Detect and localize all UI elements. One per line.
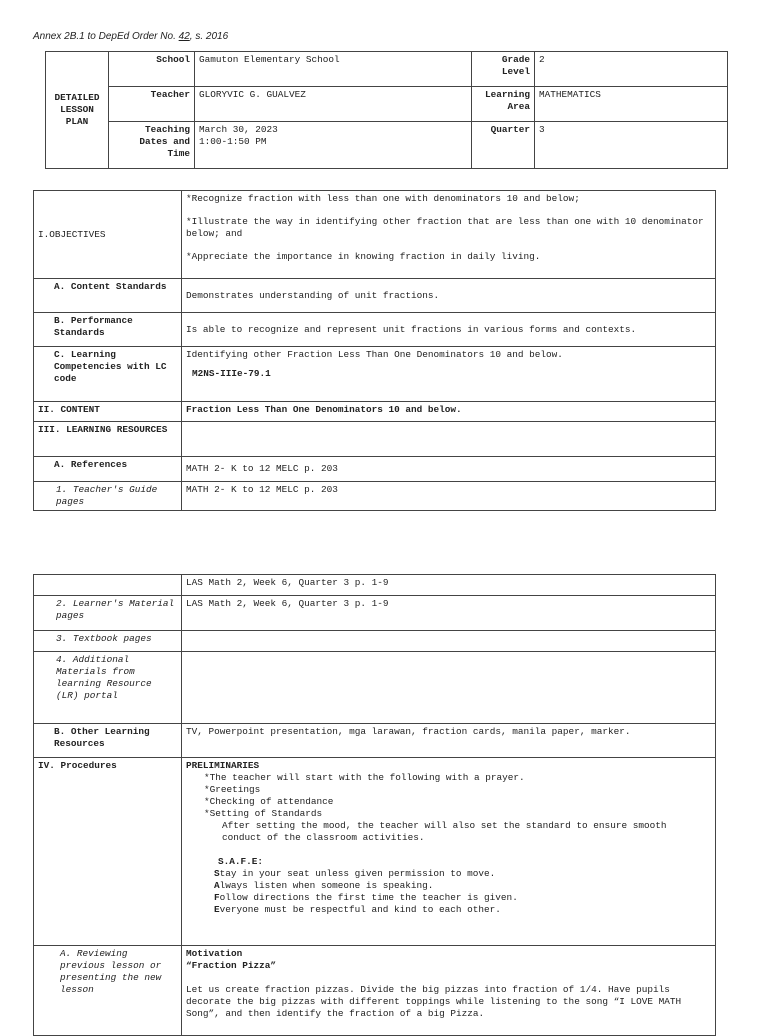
continued-label [34, 575, 182, 596]
additional-materials-value [182, 652, 716, 724]
performance-standards-value: Is able to recognize and represent unit fractions in various forms and contexts. [182, 313, 716, 347]
content-label: II. CONTENT [34, 402, 182, 422]
objective-item: *Appreciate the importance in knowing fraction in daily living. [186, 251, 541, 262]
procedure-item: *Checking of attendance [204, 796, 334, 807]
quarter-label: Quarter [472, 122, 535, 169]
motivation-heading: Motivation [186, 948, 243, 959]
motivation-text: Let us create fraction pizzas. Divide the big pizzas into fraction of 1/4. Have pupils decorate the big pizzas with different toppings while listening to the song “I LOVE MATH Song”, and then identify the fraction of a big Pizza. [186, 984, 682, 1019]
procedures-value [182, 758, 716, 946]
lesson-table-1 [33, 190, 716, 511]
safe-title: S.A.F.E: [218, 856, 264, 867]
school-label: School [109, 52, 195, 87]
objectives-list [182, 191, 716, 279]
learners-material-value: LAS Math 2, Week 6, Quarter 3 p. 1-9 [182, 596, 716, 631]
competencies-value [182, 347, 716, 402]
standards-note: After setting the mood, the teacher will also set the standard to ensure smooth conduct of the classroom activities. [222, 820, 667, 843]
preliminaries-heading: PRELIMINARIES [186, 760, 260, 771]
learning-resources-value [182, 422, 716, 457]
safe-rule: Stay in your seat unless given permission to move. [214, 868, 496, 879]
references-value: MATH 2- K to 12 MELC p. 203 [182, 457, 716, 482]
dlp-title: DETAILED LESSON PLAN [46, 52, 109, 169]
teachers-guide-value: MATH 2- K to 12 MELC p. 203 [182, 482, 716, 511]
performance-standards-label: B. Performance Standards [34, 313, 182, 347]
learning-resources-label: III. LEARNING RESOURCES [34, 422, 182, 457]
additional-materials-label: 4. Additional Materials from learning Resource (LR) portal [34, 652, 182, 724]
textbook-label: 3. Textbook pages [34, 631, 182, 652]
motivation-subheading: “Fraction Pizza” [186, 960, 277, 971]
area-value: MATHEMATICS [535, 87, 728, 122]
lesson-table-2 [33, 574, 716, 1036]
reviewing-value [182, 946, 716, 1036]
procedures-label: IV. Procedures [34, 758, 182, 946]
other-resources-value: TV, Powerpoint presentation, mga larawan, fraction cards, manila paper, marker. [182, 724, 716, 758]
school-value: Gamuton Elementary School [195, 52, 472, 87]
competency-code: M2NS-IIIe-79.1 [192, 368, 271, 379]
content-value: Fraction Less Than One Denominators 10 and below. [182, 402, 716, 422]
teachers-guide-label: 1. Teacher's Guide pages [34, 482, 182, 511]
teacher-label: Teacher [109, 87, 195, 122]
references-label: A. References [34, 457, 182, 482]
procedure-item: *Greetings [204, 784, 261, 795]
grade-label: Grade Level [472, 52, 535, 87]
objective-item: *Illustrate the way in identifying other fraction that are less than one with 10 denominator below; and [186, 216, 704, 239]
safe-rule: Always listen when someone is speaking. [214, 880, 434, 891]
other-resources-label: B. Other Learning Resources [34, 724, 182, 758]
learners-material-label: 2. Learner's Material pages [34, 596, 182, 631]
procedure-item: *Setting of Standards [204, 808, 323, 819]
teacher-value: GLORYVIC G. GUALVEZ [195, 87, 472, 122]
safe-rule: Follow directions the first time the teacher is given. [214, 892, 518, 903]
quarter-value: 3 [535, 122, 728, 169]
annex-reference: Annex 2B.1 to DepEd Order No. 42, s. 2016 [33, 31, 229, 42]
las-value: LAS Math 2, Week 6, Quarter 3 p. 1-9 [182, 575, 716, 596]
procedure-item: *The teacher will start with the following with a prayer. [204, 772, 525, 783]
competency-text: Identifying other Fraction Less Than One Denominators 10 and below. [186, 349, 563, 360]
grade-value: 2 [535, 52, 728, 87]
content-standards-label: A. Content Standards [34, 279, 182, 313]
header-table [45, 51, 728, 169]
area-label: Learning Area [472, 87, 535, 122]
textbook-value [182, 631, 716, 652]
content-standards-value: Demonstrates understanding of unit fractions. [182, 279, 716, 313]
objective-item: *Recognize fraction with less than one with denominators 10 and below; [186, 193, 580, 204]
safe-rule: Everyone must be respectful and kind to each other. [214, 904, 501, 915]
dates-label: Teaching Dates and Time [109, 122, 195, 169]
dates-value: March 30, 2023 1:00-1:50 PM [195, 122, 472, 169]
competencies-label: C. Learning Competencies with LC code [34, 347, 182, 402]
reviewing-label: A. Reviewing previous lesson or presenting the new lesson [34, 946, 182, 1036]
objectives-label: I.OBJECTIVES [34, 191, 182, 279]
